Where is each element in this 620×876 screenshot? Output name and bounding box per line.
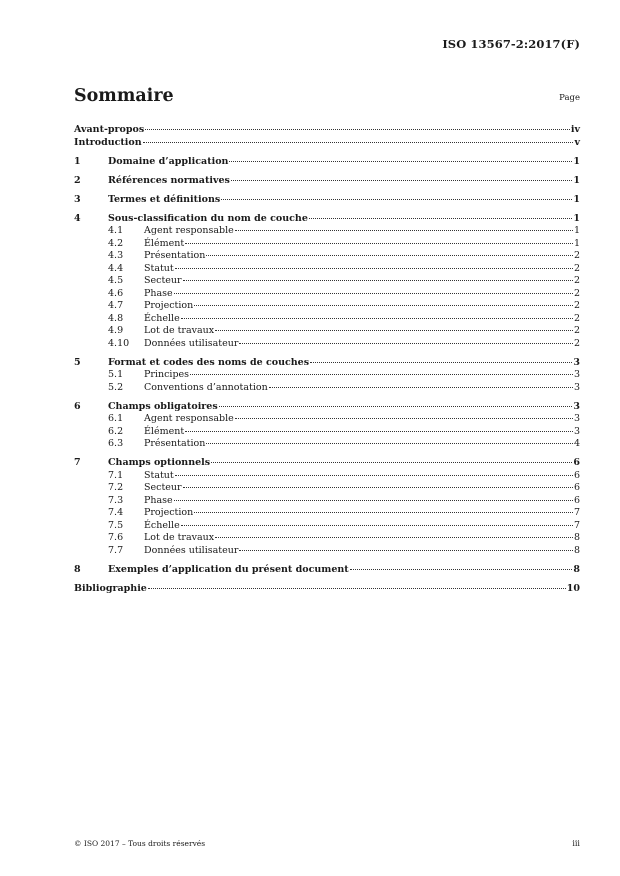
dot-leader xyxy=(269,387,573,388)
toc-subentry-label: Données utilisateur xyxy=(144,337,239,349)
toc-subentry[interactable] xyxy=(74,438,580,451)
toc-subentry-number: 4.4 xyxy=(108,262,124,274)
toc-entry-page: 1 xyxy=(573,174,580,186)
table-of-contents xyxy=(74,124,580,595)
dot-leader xyxy=(190,374,573,375)
toc-subentry[interactable] xyxy=(74,413,580,426)
toc-subentry-page: 3 xyxy=(573,425,580,437)
dot-leader xyxy=(206,255,573,256)
toc-entry-label: Introduction xyxy=(74,136,142,148)
dot-leader xyxy=(175,475,573,476)
toc-entry-label: Champs optionnels xyxy=(108,457,211,468)
dot-leader xyxy=(175,268,573,269)
toc-entry[interactable] xyxy=(74,401,580,414)
toc-entry-label: Avant-propos xyxy=(74,124,145,135)
toc-entry[interactable] xyxy=(74,194,580,207)
dot-leader xyxy=(350,569,573,570)
toc-subentry[interactable] xyxy=(74,470,580,483)
toc-entry-label: Domaine d’application xyxy=(108,155,229,167)
toc-subentry-label: Échelle xyxy=(144,312,180,324)
dot-leader xyxy=(145,129,570,130)
dot-leader xyxy=(215,330,573,331)
toc-subentry-page: 2 xyxy=(573,287,580,299)
toc-entry-page: 3 xyxy=(573,356,580,368)
toc-subentry-label: Présentation xyxy=(144,438,206,449)
toc-subentry[interactable] xyxy=(74,382,580,395)
toc-entry[interactable] xyxy=(74,583,580,596)
toc-entry-label: Champs obligatoires xyxy=(108,400,218,412)
toc-entry-number: 8 xyxy=(74,563,81,575)
toc-entry-label: Exemples d’application du présent document xyxy=(108,563,349,575)
toc-subentry[interactable] xyxy=(74,250,580,263)
toc-entry-number: 2 xyxy=(74,174,81,186)
toc-subentry-label: Projection xyxy=(144,507,194,518)
toc-subentry-page: 2 xyxy=(573,275,580,286)
toc-subentry-number: 7.3 xyxy=(108,494,124,506)
toc-entry[interactable] xyxy=(74,137,580,150)
copyright-notice: © ISO 2017 – Tous droits réservés xyxy=(74,839,206,848)
page-number: iii xyxy=(572,839,580,848)
dot-leader xyxy=(174,293,573,294)
toc-entry-page: 3 xyxy=(573,400,580,412)
toc-subentry-label: Agent responsable xyxy=(144,413,234,424)
dot-leader xyxy=(239,343,573,344)
toc-subentry-page: 7 xyxy=(573,507,580,518)
toc-entry-number: 7 xyxy=(74,457,81,468)
dot-leader xyxy=(183,487,573,488)
toc-subentry-number: 4.8 xyxy=(108,312,124,324)
toc-subentry-label: Projection xyxy=(144,300,194,311)
dot-leader xyxy=(215,537,573,538)
toc-title-row xyxy=(74,86,580,110)
toc-entry-page: 6 xyxy=(573,457,580,468)
toc-subentry-label: Secteur xyxy=(144,275,182,286)
toc-subentry-page: 2 xyxy=(573,262,580,274)
toc-subentry-number: 5.1 xyxy=(108,369,124,380)
toc-subentry-page: 8 xyxy=(573,532,580,543)
toc-subentry-label: Lot de travaux xyxy=(144,532,215,543)
toc-subentry-number: 6.3 xyxy=(108,438,124,449)
toc-subentry[interactable] xyxy=(74,288,580,301)
toc-subentry-label: Phase xyxy=(144,494,173,506)
toc-subentry-label: Élément xyxy=(144,425,185,437)
toc-subentry-label: Statut xyxy=(144,469,174,481)
toc-subentry-number: 7.6 xyxy=(108,532,124,543)
toc-entry-label: Termes et définitions xyxy=(108,193,221,205)
dot-leader xyxy=(194,512,573,513)
dot-leader xyxy=(231,180,572,181)
dot-leader xyxy=(181,318,573,319)
toc-entry-number: 3 xyxy=(74,193,81,205)
toc-entry-number: 5 xyxy=(74,356,81,368)
toc-subentry[interactable] xyxy=(74,426,580,439)
toc-subentry[interactable] xyxy=(74,300,580,313)
toc-subentry-label: Lot de travaux xyxy=(144,325,215,336)
toc-subentry-number: 4.2 xyxy=(108,237,124,249)
toc-subentry-label: Élément xyxy=(144,237,185,249)
toc-subentry[interactable] xyxy=(74,545,580,558)
toc-subentry[interactable] xyxy=(74,313,580,326)
toc-subentry-number: 4.9 xyxy=(108,325,124,336)
toc-subentry-label: Agent responsable xyxy=(144,225,234,236)
toc-entry[interactable] xyxy=(74,156,580,169)
toc-subentry-page: 3 xyxy=(573,413,580,424)
toc-subentry-page: 2 xyxy=(573,325,580,336)
toc-subentry-page: 4 xyxy=(573,438,580,449)
toc-subentry-number: 7.2 xyxy=(108,482,124,493)
dot-leader xyxy=(194,305,573,306)
toc-subentry[interactable] xyxy=(74,369,580,382)
dot-leader xyxy=(219,406,573,407)
toc-entry-page: iv xyxy=(570,124,580,135)
toc-subentry-label: Conventions d’annotation xyxy=(144,381,268,393)
toc-subentry[interactable] xyxy=(74,225,580,238)
toc-entry[interactable] xyxy=(74,357,580,370)
dot-leader xyxy=(183,280,573,281)
dot-leader xyxy=(185,243,573,244)
toc-entry-page: 1 xyxy=(573,212,580,224)
dot-leader xyxy=(310,362,572,363)
toc-subentry-page: 6 xyxy=(573,494,580,506)
toc-subentry[interactable] xyxy=(74,238,580,251)
toc-subentry-number: 6.2 xyxy=(108,425,124,437)
toc-entry-page: 1 xyxy=(573,155,580,167)
page-column-label: Page xyxy=(559,93,580,103)
standard-reference: ISO 13567-2:2017(F) xyxy=(442,37,580,51)
toc-subentry[interactable] xyxy=(74,507,580,520)
toc-subentry-number: 4.6 xyxy=(108,287,124,299)
toc-subentry[interactable] xyxy=(74,325,580,338)
dot-leader xyxy=(181,525,573,526)
toc-subentry[interactable] xyxy=(74,482,580,495)
toc-subentry-label: Données utilisateur xyxy=(144,544,239,556)
toc-subentry-number: 4.1 xyxy=(108,225,124,236)
toc-subentry-number: 4.3 xyxy=(108,250,124,261)
toc-subentry-page: 7 xyxy=(573,519,580,531)
toc-subentry-page: 2 xyxy=(573,300,580,311)
toc-subentry-page: 3 xyxy=(573,369,580,380)
toc-entry-number: 4 xyxy=(74,212,81,224)
toc-subentry-number: 7.4 xyxy=(108,507,124,518)
toc-subentry-number: 4.7 xyxy=(108,300,124,311)
toc-subentry[interactable] xyxy=(74,532,580,545)
toc-subentry-page: 2 xyxy=(573,312,580,324)
toc-subentry-label: Phase xyxy=(144,287,173,299)
toc-entry-page: 10 xyxy=(566,582,580,594)
toc-entry-page: 8 xyxy=(573,563,580,575)
toc-subentry-label: Présentation xyxy=(144,250,206,261)
toc-subentry-page: 3 xyxy=(573,381,580,393)
toc-subentry-label: Échelle xyxy=(144,519,180,531)
dot-leader xyxy=(143,142,574,143)
dot-leader xyxy=(211,462,572,463)
toc-subentry-page: 8 xyxy=(573,544,580,556)
toc-entry[interactable] xyxy=(74,175,580,188)
toc-entry[interactable] xyxy=(74,213,580,226)
dot-leader xyxy=(148,588,566,589)
toc-subentry-page: 6 xyxy=(573,482,580,493)
toc-subentry[interactable] xyxy=(74,520,580,533)
dot-leader xyxy=(206,443,573,444)
dot-leader xyxy=(174,500,573,501)
toc-subentry[interactable] xyxy=(74,495,580,508)
toc-subentry-number: 7.7 xyxy=(108,544,124,556)
dot-leader xyxy=(239,550,573,551)
toc-subentry-label: Principes xyxy=(144,369,190,380)
toc-entry-number: 6 xyxy=(74,400,81,412)
toc-entry-label: Sous-classification du nom de couche xyxy=(108,212,308,224)
toc-entry[interactable] xyxy=(74,564,580,577)
toc-entry-page: 1 xyxy=(573,193,580,205)
toc-subentry-number: 7.5 xyxy=(108,519,124,531)
page-title: Sommaire xyxy=(74,86,174,106)
toc-subentry-page: 1 xyxy=(573,237,580,249)
toc-entry-label: Format et codes des noms de couches xyxy=(108,356,310,368)
toc-subentry-page: 1 xyxy=(573,225,580,236)
toc-entry[interactable] xyxy=(74,457,580,470)
toc-entry-number: 1 xyxy=(74,155,81,167)
toc-entry-label: Bibliographie xyxy=(74,582,147,594)
toc-subentry[interactable] xyxy=(74,263,580,276)
toc-subentry[interactable] xyxy=(74,338,580,351)
toc-subentry-number: 6.1 xyxy=(108,413,124,424)
toc-subentry-number: 4.5 xyxy=(108,275,124,286)
toc-entry-page: v xyxy=(574,136,580,148)
dot-leader xyxy=(235,230,573,231)
toc-subentry-page: 2 xyxy=(573,250,580,261)
dot-leader xyxy=(185,431,573,432)
toc-subentry[interactable] xyxy=(74,275,580,288)
toc-entry-label: Références normatives xyxy=(108,174,230,186)
dot-leader xyxy=(235,418,573,419)
dot-leader xyxy=(221,199,572,200)
toc-subentry-label: Statut xyxy=(144,262,174,274)
toc-subentry-page: 2 xyxy=(573,337,580,349)
dot-leader xyxy=(309,218,573,219)
toc-subentry-number: 7.1 xyxy=(108,469,124,481)
toc-subentry-number: 5.2 xyxy=(108,381,124,393)
toc-subentry-label: Secteur xyxy=(144,482,182,493)
toc-entry[interactable] xyxy=(74,124,580,137)
dot-leader xyxy=(229,161,572,162)
toc-subentry-page: 6 xyxy=(573,469,580,481)
toc-subentry-number: 4.10 xyxy=(108,337,130,349)
